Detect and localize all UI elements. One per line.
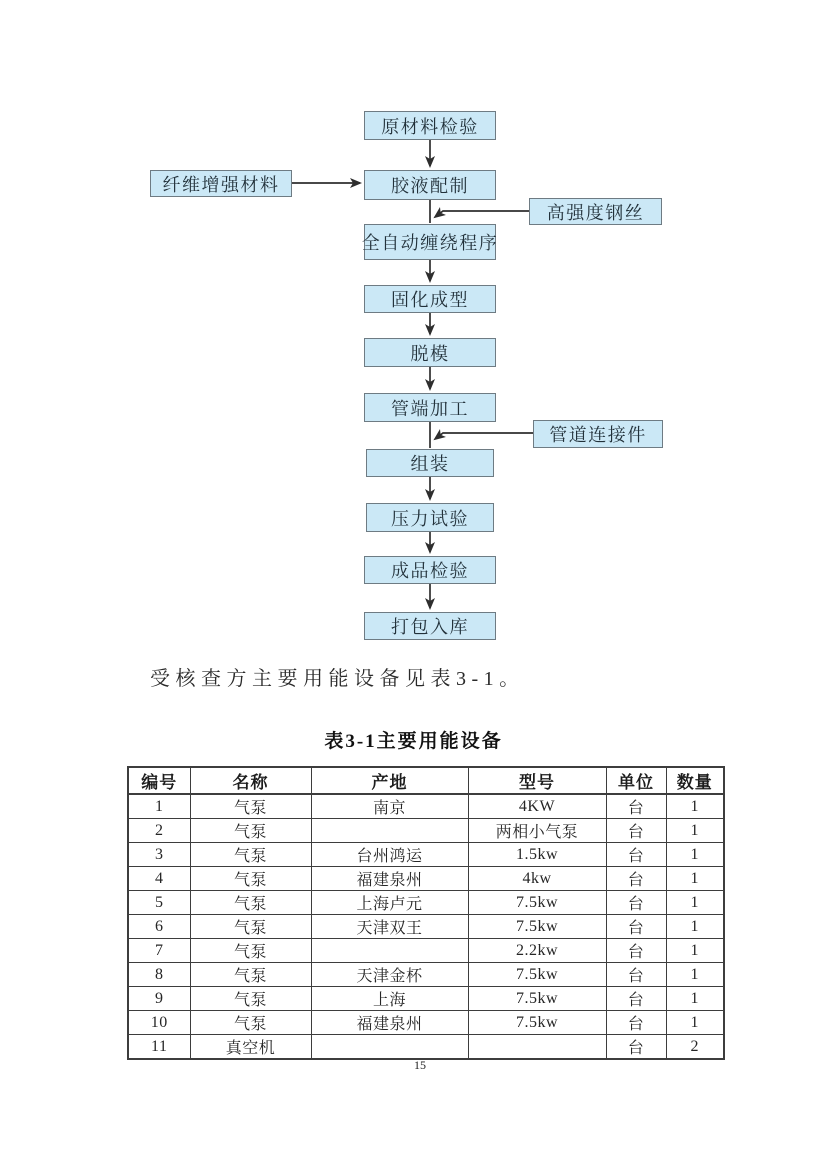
table-cell: 1 [666, 987, 724, 1011]
table-cell: 10 [128, 1011, 190, 1035]
table-cell: 1 [666, 1011, 724, 1035]
table-cell: 1 [666, 915, 724, 939]
flow-node-raw-material-inspection: 原材料检验 [364, 111, 496, 140]
table-row [128, 915, 724, 939]
table-cell: 气泵 [190, 963, 311, 987]
table-row [128, 867, 724, 891]
table-header-row [128, 767, 724, 794]
table-cell: 1 [666, 843, 724, 867]
table-cell: 真空机 [190, 1035, 311, 1060]
table-cell: 台 [606, 915, 666, 939]
table-cell: 上海卢元 [311, 891, 468, 915]
flow-node-high-strength-steel-wire: 高强度钢丝 [529, 198, 662, 225]
table-cell: 7.5kw [468, 987, 606, 1011]
table-cell: 台 [606, 819, 666, 843]
table-cell [311, 939, 468, 963]
table-cell: 台 [606, 963, 666, 987]
table-cell: 4kw [468, 867, 606, 891]
table-cell: 11 [128, 1035, 190, 1060]
table-cell: 1 [666, 867, 724, 891]
table-cell: 7.5kw [468, 963, 606, 987]
table-cell: 1 [666, 794, 724, 819]
table-cell: 福建泉州 [311, 867, 468, 891]
table-cell: 台 [606, 891, 666, 915]
flow-node-demolding: 脱模 [364, 338, 496, 367]
table-cell: 两相小气泵 [468, 819, 606, 843]
table-cell: 上海 [311, 987, 468, 1011]
flow-node-pipe-connector: 管道连接件 [533, 420, 663, 448]
table-cell: 南京 [311, 794, 468, 819]
table-cell: 2.2kw [468, 939, 606, 963]
table-cell [468, 1035, 606, 1060]
table-cell: 8 [128, 963, 190, 987]
table-title: 表3-1主要用能设备 [324, 731, 503, 752]
table-cell: 天津金杯 [311, 963, 468, 987]
table-cell: 1 [666, 819, 724, 843]
table-row [128, 843, 724, 867]
table-cell: 台州鸿运 [311, 843, 468, 867]
flow-node-pipe-end-machining: 管端加工 [364, 393, 496, 422]
table-cell: 气泵 [190, 915, 311, 939]
table-row [128, 987, 724, 1011]
table-cell: 7.5kw [468, 915, 606, 939]
table-cell: 气泵 [190, 843, 311, 867]
table-cell: 天津双王 [311, 915, 468, 939]
table-cell: 1.5kw [468, 843, 606, 867]
table-row [128, 891, 724, 915]
column-header: 产地 [311, 767, 468, 794]
table-row [128, 1035, 724, 1060]
table-cell: 福建泉州 [311, 1011, 468, 1035]
table-row [128, 963, 724, 987]
table-cell: 5 [128, 891, 190, 915]
intro-paragraph: 受核查方主要用能设备见表3-1。 [150, 668, 525, 690]
table-cell: 3 [128, 843, 190, 867]
table-cell [311, 819, 468, 843]
table-cell: 1 [128, 794, 190, 819]
table-cell: 7.5kw [468, 891, 606, 915]
flow-node-packing-warehousing: 打包入库 [364, 612, 496, 640]
table-cell: 1 [666, 963, 724, 987]
table-cell: 6 [128, 915, 190, 939]
table-cell: 台 [606, 794, 666, 819]
table-cell: 2 [666, 1035, 724, 1060]
table-cell: 2 [128, 819, 190, 843]
table-cell: 台 [606, 867, 666, 891]
table-cell: 台 [606, 843, 666, 867]
table-row [128, 819, 724, 843]
column-header: 数量 [666, 767, 724, 794]
table-cell: 1 [666, 891, 724, 915]
table-cell: 9 [128, 987, 190, 1011]
table-cell: 台 [606, 1011, 666, 1035]
table-cell: 气泵 [190, 987, 311, 1011]
flow-node-pressure-test: 压力试验 [366, 503, 494, 532]
table-cell: 7.5kw [468, 1011, 606, 1035]
page-number: 15 [414, 1058, 426, 1072]
flow-node-glue-preparation: 胶液配制 [364, 170, 496, 200]
table-cell: 气泵 [190, 1011, 311, 1035]
table-cell: 4 [128, 867, 190, 891]
flow-node-curing-molding: 固化成型 [364, 285, 496, 313]
table-cell: 气泵 [190, 819, 311, 843]
table-cell: 4KW [468, 794, 606, 819]
flow-node-assembly: 组装 [366, 449, 494, 477]
table-cell: 气泵 [190, 794, 311, 819]
column-header: 型号 [468, 767, 606, 794]
column-header: 名称 [190, 767, 311, 794]
table-cell: 气泵 [190, 939, 311, 963]
equipment-table [127, 766, 725, 1060]
table-row [128, 1011, 724, 1035]
flow-node-finished-product-inspection: 成品检验 [364, 556, 496, 584]
column-header: 单位 [606, 767, 666, 794]
table-cell: 气泵 [190, 867, 311, 891]
table-cell: 台 [606, 1035, 666, 1060]
table-cell: 气泵 [190, 891, 311, 915]
flow-node-auto-winding-program: 全自动缠绕程序 [364, 224, 496, 260]
table-cell: 7 [128, 939, 190, 963]
table-row [128, 794, 724, 819]
column-header: 编号 [128, 767, 190, 794]
table-row [128, 939, 724, 963]
table-cell: 台 [606, 939, 666, 963]
table-cell [311, 1035, 468, 1060]
flow-node-fiber-reinforced-material: 纤维增强材料 [150, 170, 292, 197]
table-cell: 台 [606, 987, 666, 1011]
table-cell: 1 [666, 939, 724, 963]
